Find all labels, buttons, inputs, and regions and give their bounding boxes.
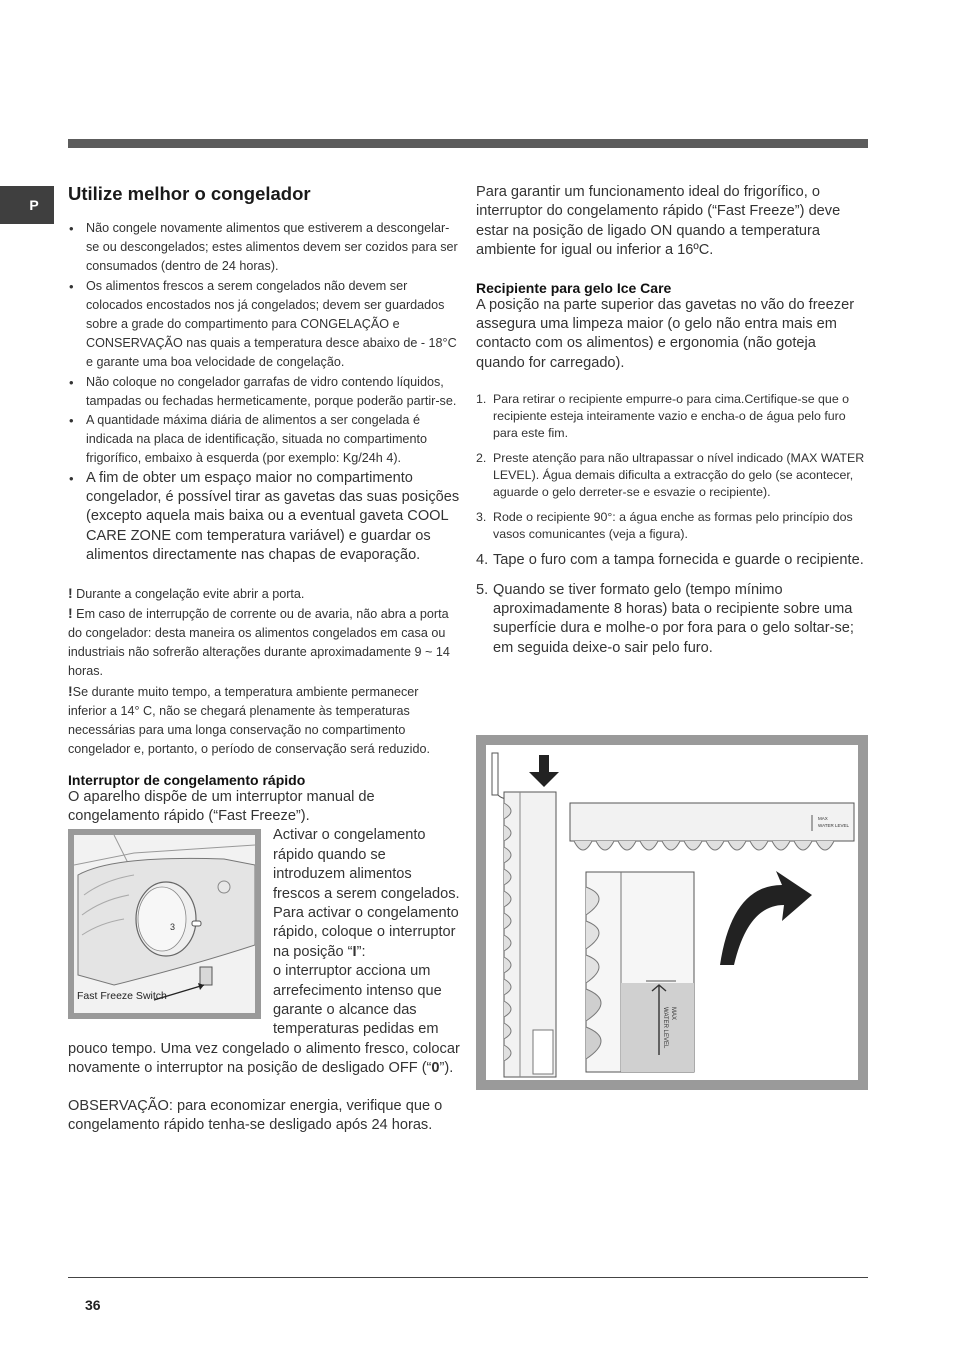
page-number: 36 bbox=[85, 1297, 101, 1313]
water-level-label-vertical: WATER LEVEL bbox=[662, 1007, 668, 1049]
list-item: 4. Tape o furo com a tampa fornecida e guarde o recipiente. bbox=[476, 552, 864, 569]
observation-note: OBSERVAÇÃO: para economizar energia, verifique que o congelamento rápido tenha-se desligado após 24 horas. bbox=[68, 1097, 443, 1133]
list-item: • A fim de obter um espaço maior no compartimento congelador, é possível tirar as gavetas das suas posições (excepto aquela mais baixa ou a eventual gaveta COOL CARE ZONE com temperatura variável) e guardar os alimentos directamente nas chapas de evaporação. bbox=[68, 469, 460, 566]
header-rule bbox=[68, 139, 868, 148]
list-item: 1. Para retirar o recipiente empurre-o para cima.Certifique-se que o recipiente esteja inteiramente vazio e encha-o de água pelo furo para este fim. bbox=[476, 392, 850, 441]
fast-freeze-switch-figure bbox=[68, 829, 261, 1019]
list-item: 5. Quando se tiver formato gelo (tempo mínimo aproximadamente 8 horas) bata o recipiente sobre uma superfície dura e molhe-o por fora para o gelo soltar-se; em seguida deixe-o sair pelo furo. bbox=[476, 581, 854, 656]
ice-care-intro: A posição na parte superior das gavetas no vão do freezer assegura uma limpeza maior (o gelo não entra mais em contacto com os alimentos) e ergonomia (não goteja quando for carregado). bbox=[476, 296, 855, 371]
language-tab: P bbox=[0, 186, 54, 224]
freezer-tips-list bbox=[68, 219, 460, 566]
max-label: MAX bbox=[818, 816, 828, 821]
dial-mark-3: 3 bbox=[170, 922, 176, 933]
list-item: 3. Rode o recipiente 90°: a água enche as formas pelo princípio dos vasos comunicantes (veja a figura). bbox=[476, 510, 853, 542]
ice-care-steps bbox=[476, 391, 868, 658]
section-title: Utilize melhor o congelador bbox=[68, 183, 311, 204]
freezer-dial-illustration bbox=[74, 835, 255, 1013]
list-item: • Não congele novamente alimentos que estiverem a descongelar-se ou descongelados; estes alimentos devem ser cozidos para ser consumados (dentro de 24 horas). bbox=[68, 219, 460, 277]
warning-note: !Se durante muito tempo, a temperatura ambiente permanecer inferior a 14° C, não se chegará plenamente às temperaturas necessárias para uma longa conservação no compartimento congelador e, portanto, o período de conservação será reduzido. bbox=[68, 682, 430, 757]
fast-freeze-ambient-note: Para garantir um funcionamento ideal do frigorífico, o interruptor do congelamento rápido (“Fast Freeze”) deve estar na posição de ligado ON quando a temperatura ambiente for igual ou inferior a 16ºC. bbox=[476, 184, 841, 259]
warning-mark: ! bbox=[68, 682, 73, 699]
fast-freeze-switch-label: Fast Freeze Switch bbox=[77, 990, 167, 1003]
fast-freeze-intro: O aparelho dispõe de um interruptor manual de congelamento rápido (“Fast Freeze”). bbox=[68, 788, 375, 824]
fast-freeze-heading: Interruptor de congelamento rápido bbox=[68, 771, 306, 788]
fast-freeze-position-text: Para activar o congelamento rápido, coloque o interruptor na posição “I”: bbox=[273, 904, 459, 960]
warning-note: ! Em caso de interrupção de corrente ou de avaria, não abra a porta do congelador: desta maneira os alimentos congelados em casa ou industriais não sofrerão alterações durante aproximadamente 9 ~ 14 horas. bbox=[68, 604, 450, 679]
list-item: • A quantidade máxima diária de alimentos a ser congelada é indicada na placa de identificação, situada no compartimento frigorífico, embaixo à esquerda (por exemplo: Kg/24h 4). bbox=[68, 411, 460, 469]
ice-tray-figure bbox=[476, 735, 868, 1090]
warning-mark: ! bbox=[68, 604, 73, 621]
warning-note: ! Durante a congelação evite abrir a porta. bbox=[68, 584, 305, 601]
water-level-label: WATER LEVEL bbox=[818, 823, 850, 828]
footer-rule bbox=[68, 1277, 868, 1278]
fast-freeze-effect-text: o interruptor acciona um arrefecimento intenso que garante o alcance das temperaturas pedidas em pouco tempo. Uma vez congelado o alimento fresco, colocar novamente o interruptor na posição de desligado OFF (“0”). bbox=[68, 963, 460, 1077]
list-item: • Os alimentos frescos a serem congelados não devem ser colocados encostados nos já congelados; devem ser guardados sobre a grade do compartimento para CONGELAÇÃO e CONSERVAÇÃO nas quais a temperatura desce abaixo de - 18°C e garante uma boa velocidade de congelação. bbox=[68, 277, 460, 373]
fast-freeze-activate-text: Activar o congelamento rápido quando se introduzem alimentos frescos a serem congelados. bbox=[273, 827, 460, 902]
left-column bbox=[68, 183, 460, 1135]
ice-tray-illustration bbox=[486, 745, 858, 1080]
list-item: 2. Preste atenção para não ultrapassar o nível indicado (MAX WATER LEVEL). Água demais dificulta a extracção do gelo (se acontecer, aguarde o gelo derreter-se e esvazie o recipiente). bbox=[476, 451, 865, 500]
warning-mark: ! bbox=[68, 584, 73, 601]
list-item: • Não coloque no congelador garrafas de vidro contendo líquidos, tampadas ou fechadas hermeticamente, porque poderão partir-se. bbox=[68, 373, 460, 411]
ice-care-heading: Recipiente para gelo Ice Care bbox=[476, 279, 672, 296]
right-column bbox=[476, 183, 868, 658]
max-label-vertical: MAX bbox=[670, 1007, 676, 1021]
